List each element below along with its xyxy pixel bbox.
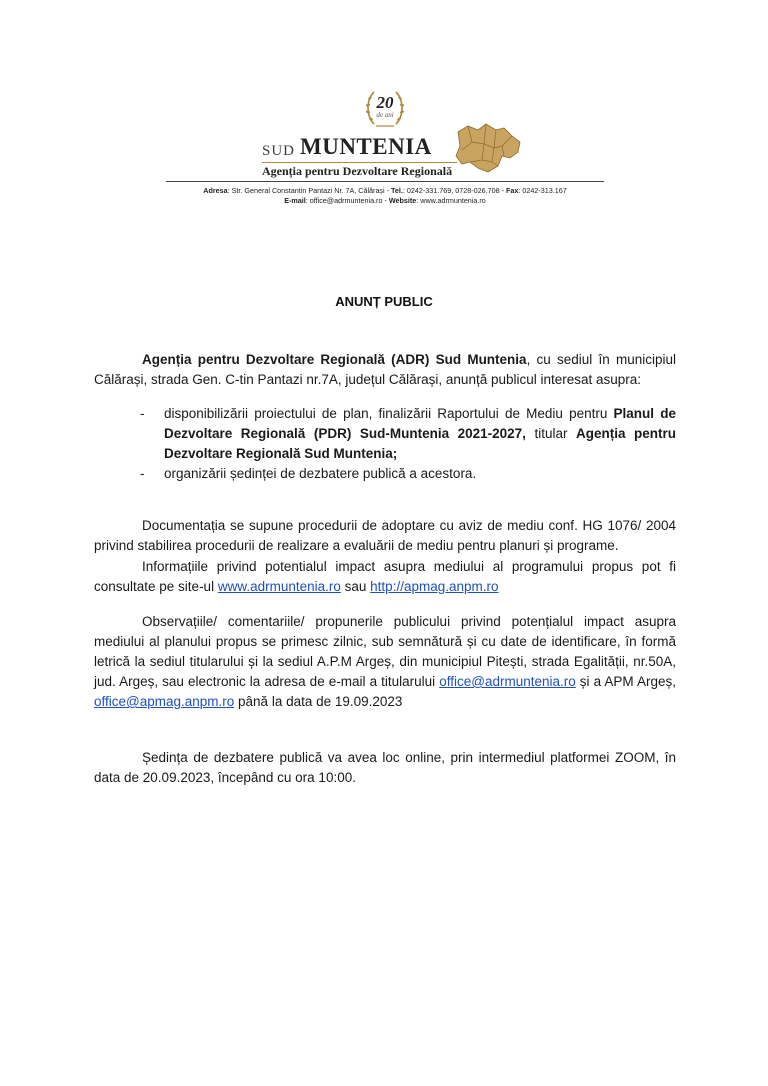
region-map-icon [452, 122, 524, 176]
letterhead-logo [262, 86, 522, 182]
bullet-text: disponibilizării proiectului de plan, finalizării Raportului de Mediu pentru [164, 406, 614, 421]
tel-value: : 0242-331.769, 0728-026.708 - [402, 186, 506, 195]
observations-text: Observațiile/ comentariile/ propunerile publicului privind potențialul impact asupra mediului al planului propus se primesc zilnic, sub semnătură și cu date de identificare, în formă letrică la sediul titularului și la sediul A.P.M Argeș, din municipiul Pitești, strada Egalității, nr.50A, jud. Argeș, sau electronic la adresa de e-mail a titularului [94, 614, 676, 689]
observations-paragraph [94, 612, 676, 712]
adr-email-link[interactable]: office@adrmuntenia.ro [439, 674, 576, 689]
fax-value: : 0242-313.167 [518, 186, 567, 195]
meeting-paragraph [94, 748, 676, 788]
address-label: Adresa [203, 186, 228, 195]
announcement-bullets [94, 404, 676, 484]
bullet-dash: - [140, 466, 145, 481]
intro-text: , cu sediul în municipiul Călărași, strada Gen. C-tin Pantazi nr.7A, județul Călărași, anunță publicul interesat asupra: [94, 352, 677, 387]
observations-deadline: până la data de 19.09.2023 [234, 694, 403, 709]
address-value: : Str. General Constantin Pantazi Nr. 7A, Călărași - [227, 186, 392, 195]
anniversary-number: 20 [376, 93, 394, 112]
adr-website-link[interactable]: www.adrmuntenia.ro [217, 579, 341, 594]
list-item [94, 464, 676, 484]
brand-name: MUNTENIA [300, 134, 432, 159]
info-between: sau [340, 579, 371, 594]
documentation-paragraph [94, 516, 676, 556]
anniversary-badge [364, 86, 406, 130]
email-label: E-mail [284, 196, 306, 205]
info-paragraph [94, 557, 676, 597]
bullet-text: organizării ședinței de dezbatere publică a acestora. [164, 466, 477, 481]
bullet-holder-name: Agenția pentru Dezvoltare Regională Sud Muntenia; [164, 426, 677, 461]
letterhead-contact [120, 186, 650, 206]
document-title: ANUNȚ PUBLIC [335, 294, 433, 309]
apm-email-link[interactable]: office@apmag.anpm.ro [94, 694, 235, 709]
bullet-dash: - [140, 406, 145, 421]
website-label: Website [388, 196, 417, 205]
tel-label: Tel. [391, 186, 403, 195]
intro-paragraph [94, 350, 676, 390]
documentation-text: Documentația se supune procedurii de adoptare cu aviz de mediu conf. HG 1076/ 2004 privind stabilirea procedurii de realizare a evaluării de mediu pentru planuri și programe. [94, 518, 676, 553]
bullet-text-2: titular [525, 426, 576, 441]
info-text: Informațiile privind potentialul impact asupra mediului al programului propus pot fi consultate pe site-ul [94, 559, 676, 594]
bullet-plan-name: Planul de Dezvoltare Regională (PDR) Sud-Muntenia 2021-2027, [164, 406, 676, 441]
apm-website-link[interactable]: http://apmag.anpm.ro [370, 579, 499, 594]
brand-subtitle: Agenția pentru Dezvoltare Regională [262, 162, 457, 179]
list-item [94, 404, 676, 464]
brand-prefix: SUD [262, 143, 296, 159]
contact-line-2 [120, 196, 650, 206]
meeting-text: Ședința de dezbatere publică va avea loc online, prin intermediul platformei ZOOM, în data de 20.09.2023, începând cu ora 10:00. [94, 750, 676, 785]
observations-between: și a APM Argeș, [575, 674, 677, 689]
fax-label: Fax [505, 186, 519, 195]
letterhead-divider [166, 181, 604, 182]
intro-agency-name: Agenția pentru Dezvoltare Regională (ADR) Sud Muntenia [142, 352, 527, 367]
contact-line-1 [120, 186, 650, 196]
website-value: : www.adrmuntenia.ro [416, 196, 486, 205]
anniversary-word: de ani [376, 111, 394, 119]
email-value: : office@adrmuntenia.ro - [305, 196, 389, 205]
